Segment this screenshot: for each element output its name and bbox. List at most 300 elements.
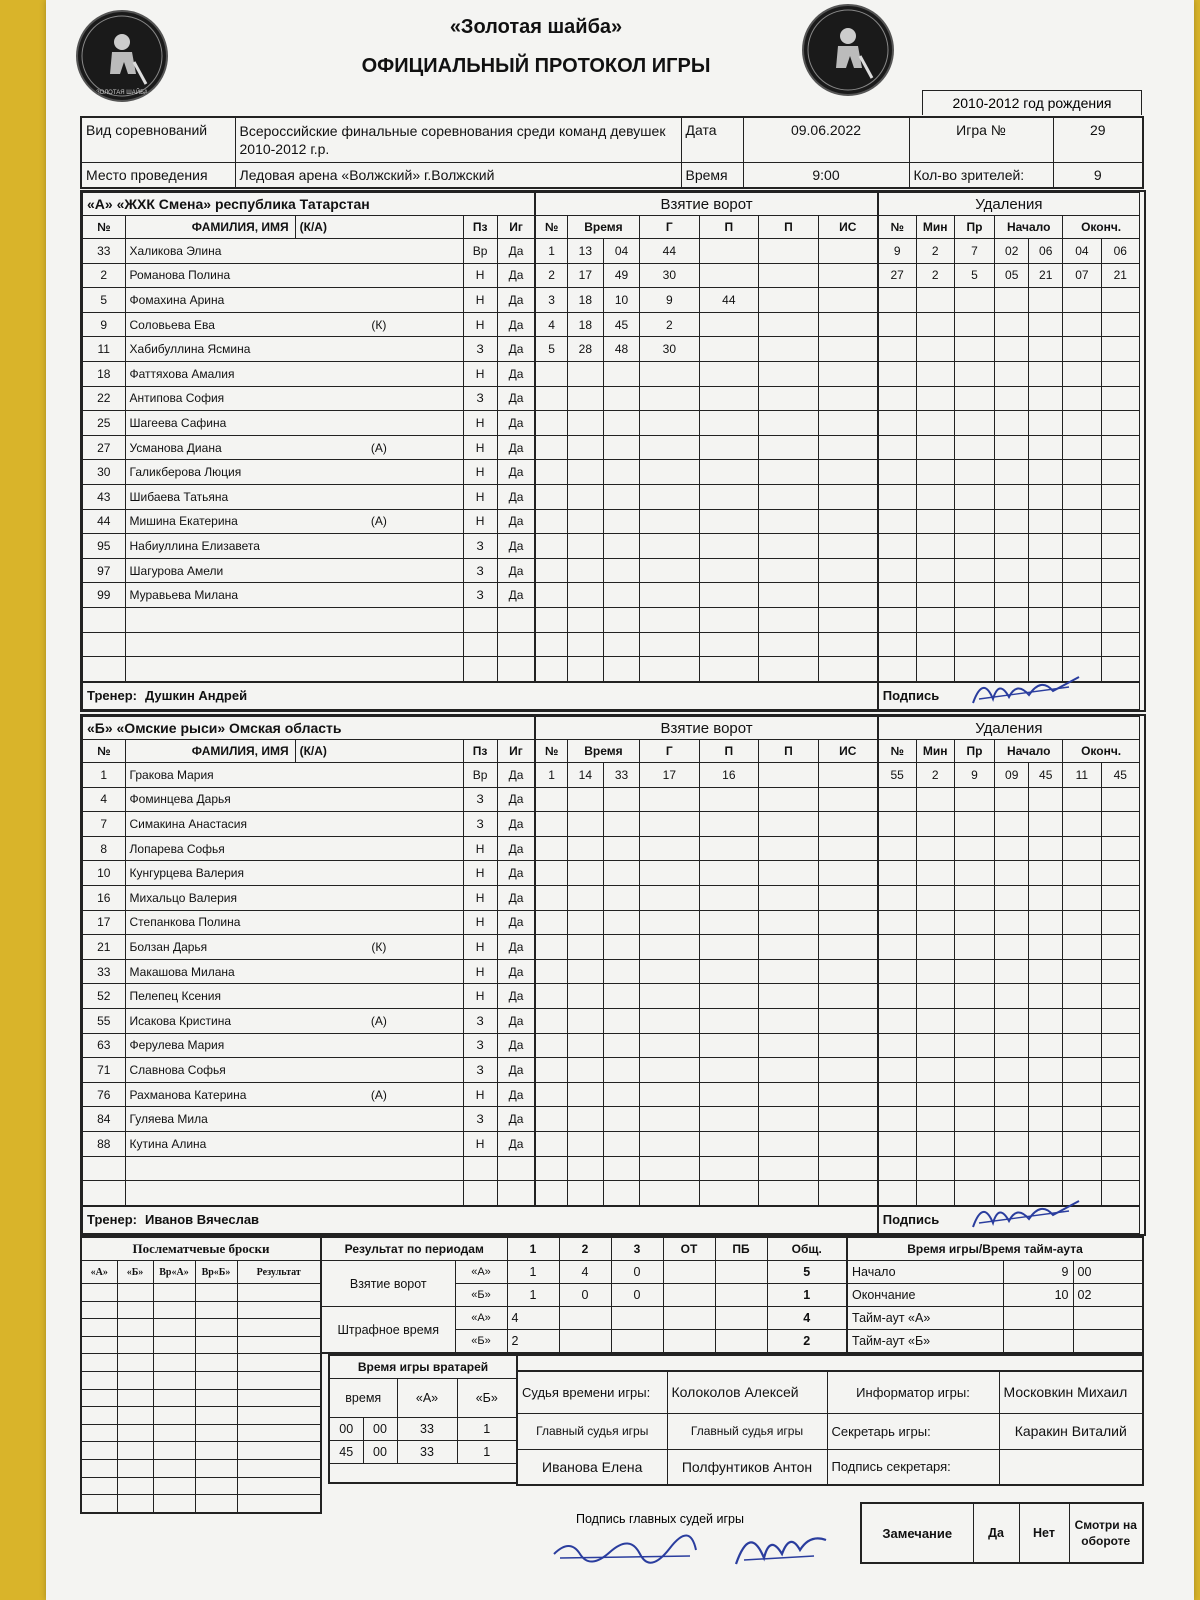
player-position: З	[463, 534, 497, 559]
game-time-table	[846, 1236, 1144, 1354]
secretary-name: Каракин Виталий	[999, 1413, 1143, 1449]
penalty-start-min	[995, 910, 1029, 935]
player-name: Шибаева Татьяна	[125, 484, 295, 509]
goal-assist-1	[699, 632, 759, 657]
goal-assist-2	[759, 312, 819, 337]
player-played: Да	[497, 910, 535, 935]
goal-assist-2	[759, 1033, 819, 1058]
shootout-col: Вр«А»	[153, 1261, 195, 1284]
player-name: Галикберова Люция	[125, 460, 295, 485]
goal-assist-1	[699, 239, 759, 264]
player-position: Н	[463, 361, 497, 386]
penalty-player	[878, 959, 916, 984]
penalty-start-min	[995, 288, 1029, 313]
player-number: 76	[83, 1082, 126, 1107]
goal-second	[603, 935, 639, 960]
player-row	[83, 812, 1140, 837]
penalty-player	[878, 1131, 916, 1156]
goal-scorer	[640, 534, 700, 559]
player-name: Михальцо Валерия	[125, 885, 295, 910]
penalty-reason	[954, 1131, 994, 1156]
goal-situation	[818, 534, 878, 559]
penalty-end-min	[1063, 411, 1101, 436]
team-b-table	[82, 716, 1140, 1234]
shootout-cell	[81, 1371, 117, 1389]
goalie-sec: 00	[363, 1418, 397, 1441]
goal-situation	[818, 337, 878, 362]
penalty-start-min	[995, 435, 1029, 460]
goal-assist-2	[759, 509, 819, 534]
player-name: Симакина Анастасия	[125, 812, 295, 837]
player-row	[83, 337, 1140, 362]
penalty-start-sec	[1029, 534, 1063, 559]
penalty-end-sec	[1101, 411, 1140, 436]
penalty-minutes	[916, 583, 954, 608]
penalty-end-sec	[1101, 1181, 1140, 1206]
penalty-end-min	[1063, 460, 1101, 485]
player-position: З	[463, 558, 497, 583]
goal-assist-2	[759, 910, 819, 935]
goal-situation	[818, 632, 878, 657]
penalty-start-min	[995, 534, 1029, 559]
shootout-cell	[237, 1477, 321, 1495]
goal-assist-1	[699, 984, 759, 1009]
goal-assist-2	[759, 959, 819, 984]
informer-name: Московкин Михаил	[999, 1371, 1143, 1413]
goal-number	[535, 1181, 567, 1206]
period-col: ПБ	[715, 1237, 767, 1261]
goal-scorer	[640, 411, 700, 436]
penalty-reason	[954, 885, 994, 910]
penalty-end-sec	[1101, 583, 1140, 608]
remark-no[interactable]: Нет	[1019, 1503, 1069, 1563]
penalty-start-sec: 45	[1029, 763, 1063, 788]
coach-row	[83, 1206, 878, 1234]
goal-assist-1	[699, 607, 759, 632]
penalty-player	[878, 607, 916, 632]
shootout-cell	[153, 1477, 195, 1495]
shootout-cell	[117, 1477, 153, 1495]
goal-minute	[567, 1131, 603, 1156]
player-row	[83, 935, 1140, 960]
goal-scorer	[640, 509, 700, 534]
goal-situation	[818, 484, 878, 509]
penalty-minutes	[916, 657, 954, 682]
pen-end-col: Оконч.	[1063, 216, 1140, 239]
date-value: 09.06.2022	[743, 117, 909, 163]
referee-2-name: Полфунтиков Антон	[667, 1449, 827, 1485]
shootout-cell	[81, 1459, 117, 1477]
pen-pr-col: Пр	[954, 740, 994, 763]
time-value: 9:00	[743, 163, 909, 189]
referee-label-2: Главный судья игры	[667, 1413, 827, 1449]
player-number: 71	[83, 1058, 126, 1083]
penalty-reason	[954, 1156, 994, 1181]
shootout-cell	[117, 1319, 153, 1337]
shootout-cell	[117, 1389, 153, 1407]
penalty-end-sec	[1101, 657, 1140, 682]
player-number: 11	[83, 337, 126, 362]
no-col: №	[83, 740, 126, 763]
player-row	[83, 984, 1140, 1009]
penalty-start-sec	[1029, 935, 1063, 960]
shootout-cell	[81, 1424, 117, 1442]
goal-second	[603, 1181, 639, 1206]
player-role	[295, 583, 463, 608]
team-a-frame	[80, 190, 1146, 712]
player-position: Вр	[463, 763, 497, 788]
penalty-start-sec	[1029, 885, 1063, 910]
player-number: 30	[83, 460, 126, 485]
player-position: Н	[463, 435, 497, 460]
period-cell	[715, 1261, 767, 1284]
goal-number	[535, 1131, 567, 1156]
shootout-row	[81, 1389, 321, 1407]
goal-number	[535, 657, 567, 682]
penalty-start-min	[995, 1058, 1029, 1083]
shootout-cell	[195, 1442, 237, 1460]
goal-assist-2	[759, 1107, 819, 1132]
shootout-cell	[117, 1371, 153, 1389]
goals-title: Взятие ворот	[535, 193, 877, 216]
goal-scorer	[640, 460, 700, 485]
goal-assist-2	[759, 1156, 819, 1181]
goal-scorer: 44	[640, 239, 700, 264]
player-played	[497, 607, 535, 632]
penalty-end-min	[1063, 1008, 1101, 1033]
penalty-player	[878, 1033, 916, 1058]
penalty-start-min	[995, 607, 1029, 632]
team-b-block	[80, 714, 1146, 1236]
penalty-start-min	[995, 861, 1029, 886]
goals-row-label: Взятие ворот	[321, 1261, 455, 1307]
shootout-cell	[237, 1442, 321, 1460]
player-number: 16	[83, 885, 126, 910]
penalty-minutes	[916, 386, 954, 411]
penalty-reason: 5	[954, 263, 994, 288]
shootout-cell	[117, 1442, 153, 1460]
penalty-start-min	[995, 935, 1029, 960]
player-row	[83, 583, 1140, 608]
penalty-start-sec	[1029, 861, 1063, 886]
player-position: Н	[463, 509, 497, 534]
penalty-minutes	[916, 534, 954, 559]
player-position: Н	[463, 312, 497, 337]
penalty-end-sec	[1101, 910, 1140, 935]
goal-assist-1	[699, 1033, 759, 1058]
shootout-cell	[195, 1336, 237, 1354]
period-cell	[611, 1330, 663, 1354]
goal-assist-1: 16	[699, 763, 759, 788]
player-role	[295, 787, 463, 812]
period-cell	[559, 1330, 611, 1354]
player-row	[83, 1008, 1140, 1033]
protocol-sheet	[46, 0, 1194, 1600]
period-cell	[663, 1307, 715, 1330]
goal-situation	[818, 959, 878, 984]
shootout-cell	[195, 1459, 237, 1477]
officials-table	[516, 1354, 1144, 1486]
goal-assist-1	[699, 460, 759, 485]
game-number: 29	[1053, 117, 1143, 163]
penalty-player: 27	[878, 263, 916, 288]
goal-second	[603, 583, 639, 608]
penalty-start-sec	[1029, 583, 1063, 608]
goal-number	[535, 484, 567, 509]
penalty-reason	[954, 1107, 994, 1132]
player-role	[295, 1181, 463, 1206]
period-cell	[715, 1330, 767, 1354]
goal-p2-col: П	[759, 740, 819, 763]
goal-second	[603, 361, 639, 386]
goal-assist-1	[699, 411, 759, 436]
player-role	[295, 361, 463, 386]
player-played: Да	[497, 337, 535, 362]
player-played	[497, 657, 535, 682]
player-number: 21	[83, 935, 126, 960]
remarks-table	[860, 1502, 1144, 1564]
goal-assist-1	[699, 386, 759, 411]
penalty-end-min	[1063, 861, 1101, 886]
goal-assist-2	[759, 1008, 819, 1033]
player-row	[83, 484, 1140, 509]
penalty-reason: 9	[954, 763, 994, 788]
goal-assist-1	[699, 1156, 759, 1181]
player-position: Н	[463, 411, 497, 436]
goal-assist-2	[759, 984, 819, 1009]
goal-second	[603, 386, 639, 411]
goal-assist-1	[699, 836, 759, 861]
player-role: (А)	[295, 1082, 463, 1107]
goal-assist-2	[759, 288, 819, 313]
goal-number	[535, 1156, 567, 1181]
player-played: Да	[497, 460, 535, 485]
player-played: Да	[497, 239, 535, 264]
remark-see-back[interactable]: Смотри на обороте	[1069, 1503, 1143, 1563]
goal-assist-2	[759, 1131, 819, 1156]
goal-number	[535, 386, 567, 411]
player-played: Да	[497, 411, 535, 436]
period-col: 3	[611, 1237, 663, 1261]
team-b-frame	[80, 714, 1146, 1236]
penalty-end-sec	[1101, 312, 1140, 337]
player-played: Да	[497, 787, 535, 812]
player-name	[125, 632, 295, 657]
timekeeper-label: Судья времени игры:	[517, 1371, 667, 1413]
pen-start-col: Начало	[995, 740, 1063, 763]
goal-minute	[567, 1156, 603, 1181]
penalty-start-min	[995, 312, 1029, 337]
penalty-minutes	[916, 787, 954, 812]
penalty-start-sec	[1029, 632, 1063, 657]
period-total: 5	[767, 1261, 847, 1284]
penalty-start-min	[995, 337, 1029, 362]
penalty-start-min	[995, 484, 1029, 509]
shootout-cell	[81, 1495, 117, 1513]
logo-text: ЗОЛОТАЯ ШАЙБА	[96, 90, 148, 96]
player-number: 25	[83, 411, 126, 436]
period-cell: 1	[507, 1261, 559, 1284]
goal-assist-2	[759, 787, 819, 812]
goal-assist-2	[759, 435, 819, 460]
player-role	[295, 1156, 463, 1181]
goalies-title: Время игры вратарей	[329, 1355, 517, 1379]
player-role: (К)	[295, 935, 463, 960]
penalty-start-min	[995, 1156, 1029, 1181]
penalty-reason	[954, 312, 994, 337]
goal-number	[535, 935, 567, 960]
goal-number	[535, 509, 567, 534]
shootout-cell	[195, 1495, 237, 1513]
penalty-end-sec	[1101, 984, 1140, 1009]
pen-no-col: №	[878, 216, 916, 239]
penalty-end-sec	[1101, 288, 1140, 313]
penalty-start-sec	[1029, 411, 1063, 436]
player-name: Кунгурцева Валерия	[125, 861, 295, 886]
penalty-end-min	[1063, 1131, 1101, 1156]
doc-title: «Золотая шайба»	[449, 16, 623, 38]
goal-scorer: 9	[640, 288, 700, 313]
goal-minute	[567, 1058, 603, 1083]
goal-second	[603, 558, 639, 583]
goal-assist-1	[699, 1058, 759, 1083]
goal-minute	[567, 959, 603, 984]
goal-number: 2	[535, 263, 567, 288]
player-name: Степанкова Полина	[125, 910, 295, 935]
shootout-col: Результат	[237, 1261, 321, 1284]
player-name: Шагеева Сафина	[125, 411, 295, 436]
penalty-end-min	[1063, 558, 1101, 583]
goalie-min: 45	[329, 1441, 363, 1464]
player-role	[295, 657, 463, 682]
penalty-end-sec	[1101, 812, 1140, 837]
player-name: Макашова Милана	[125, 959, 295, 984]
team-b-tag: «Б»	[455, 1330, 507, 1354]
player-name: Мишина Екатерина	[125, 509, 295, 534]
player-position: З	[463, 583, 497, 608]
shootout-cell	[117, 1424, 153, 1442]
penalty-start-min	[995, 1082, 1029, 1107]
goal-assist-2	[759, 1058, 819, 1083]
goal-scorer	[640, 361, 700, 386]
goal-second: 48	[603, 337, 639, 362]
player-played: Да	[497, 263, 535, 288]
goal-time-col: Время	[567, 740, 639, 763]
player-role: (А)	[295, 509, 463, 534]
shootout-cell	[117, 1284, 153, 1302]
goal-assist-2	[759, 558, 819, 583]
penalty-start-sec	[1029, 435, 1063, 460]
penalty-end-sec	[1101, 1107, 1140, 1132]
player-number: 33	[83, 959, 126, 984]
start-label: Начало	[847, 1261, 1003, 1284]
player-played: Да	[497, 583, 535, 608]
goal-scorer: 30	[640, 263, 700, 288]
player-name: Фаттяхова Амалия	[125, 361, 295, 386]
pz-col: Пз	[463, 216, 497, 239]
goal-assist-1	[699, 558, 759, 583]
penalty-player	[878, 836, 916, 861]
penalty-player	[878, 337, 916, 362]
penalty-end-sec	[1101, 509, 1140, 534]
player-played: Да	[497, 1082, 535, 1107]
goal-assist-1	[699, 1131, 759, 1156]
player-number: 22	[83, 386, 126, 411]
shootout-cell	[153, 1495, 195, 1513]
penalty-minutes	[916, 836, 954, 861]
end-minute: 02	[1073, 1284, 1143, 1307]
penalty-end-sec	[1101, 1033, 1140, 1058]
penalty-player	[878, 1008, 916, 1033]
player-position: Н	[463, 935, 497, 960]
remark-yes[interactable]: Да	[973, 1503, 1019, 1563]
goal-minute	[567, 1107, 603, 1132]
player-name	[125, 607, 295, 632]
penalty-start-min	[995, 1107, 1029, 1132]
player-played: Да	[497, 534, 535, 559]
goal-assist-2	[759, 1181, 819, 1206]
player-role	[295, 763, 463, 788]
player-played: Да	[497, 861, 535, 886]
player-role	[295, 1131, 463, 1156]
goal-assist-1	[699, 935, 759, 960]
shootout-cell	[195, 1354, 237, 1372]
player-role	[295, 386, 463, 411]
game-time-title: Время игры/Время тайм-аута	[847, 1237, 1143, 1261]
spectators-value: 9	[1053, 163, 1143, 189]
penalty-start-sec	[1029, 787, 1063, 812]
player-number: 43	[83, 484, 126, 509]
player-row	[83, 885, 1140, 910]
player-row	[83, 1033, 1140, 1058]
player-name: Усманова Диана	[125, 435, 295, 460]
goal-second	[603, 1107, 639, 1132]
player-number: 1	[83, 763, 126, 788]
goal-second	[603, 787, 639, 812]
penalty-start-min	[995, 386, 1029, 411]
player-row	[83, 1107, 1140, 1132]
penalty-start-sec	[1029, 337, 1063, 362]
shootout-cell	[153, 1424, 195, 1442]
goalie-b: 1	[457, 1418, 517, 1441]
player-number: 27	[83, 435, 126, 460]
referee-1-name: Иванова Елена	[517, 1449, 667, 1485]
penalty-reason	[954, 935, 994, 960]
goal-scorer	[640, 1008, 700, 1033]
penalty-end-min	[1063, 984, 1101, 1009]
penalty-player	[878, 435, 916, 460]
player-number: 8	[83, 836, 126, 861]
goal-assist-1	[699, 1181, 759, 1206]
player-played: Да	[497, 361, 535, 386]
goal-scorer	[640, 812, 700, 837]
penalty-end-sec	[1101, 361, 1140, 386]
player-position: Н	[463, 885, 497, 910]
goal-scorer	[640, 1107, 700, 1132]
player-role	[295, 632, 463, 657]
goal-scorer	[640, 836, 700, 861]
goal-number	[535, 861, 567, 886]
penalty-reason	[954, 435, 994, 460]
penalty-minutes	[916, 812, 954, 837]
goal-situation	[818, 361, 878, 386]
player-played: Да	[497, 959, 535, 984]
penalty-reason	[954, 836, 994, 861]
penalty-end-min	[1063, 1107, 1101, 1132]
goal-situation	[818, 763, 878, 788]
player-position: Н	[463, 460, 497, 485]
player-name	[125, 1181, 295, 1206]
